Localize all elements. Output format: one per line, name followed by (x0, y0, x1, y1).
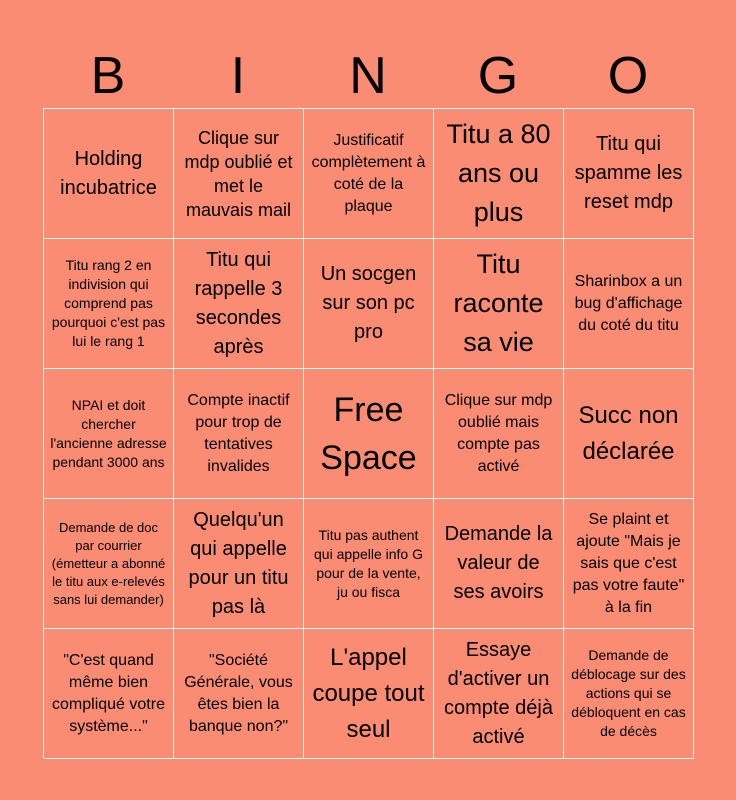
bingo-cell[interactable]: Demande de doc par courrier (émetteur a abonné le titu aux e-relevés sans lui demander) (44, 499, 174, 629)
bingo-cell[interactable]: Titu pas authent qui appelle info G pour de la vente, ju ou fisca (304, 499, 434, 629)
bingo-cell[interactable]: Titu qui rappelle 3 secondes après (174, 239, 304, 369)
bingo-cell[interactable]: Se plaint et ajoute "Mais je sais que c'est pas votre faute" à la fin (564, 499, 694, 629)
bingo-cell[interactable]: Essaye d'activer un compte déjà activé (434, 629, 564, 759)
bingo-cell[interactable]: NPAI et doit chercher l'ancienne adresse pendant 3000 ans (44, 369, 174, 499)
bingo-cell[interactable]: Titu qui spamme les reset mdp (564, 109, 694, 239)
bingo-cell[interactable]: Clique sur mdp oublié et met le mauvais mail (174, 109, 304, 239)
bingo-cell[interactable]: Justificatif complètement à coté de la plaque (304, 109, 434, 239)
bingo-cell[interactable]: Un socgen sur son pc pro (304, 239, 434, 369)
bingo-cell[interactable]: "C'est quand même bien compliqué votre système..." (44, 629, 174, 759)
bingo-cell[interactable]: Titu a 80 ans ou plus (434, 109, 564, 239)
bingo-cell[interactable]: Clique sur mdp oublié mais compte pas activé (434, 369, 564, 499)
header-letter-b: B (90, 47, 126, 105)
bingo-cell[interactable]: Compte inactif pour trop de tentatives invalides (174, 369, 304, 499)
header-letter-i: I (230, 47, 246, 105)
bingo-cell[interactable]: Demande de déblocage sur des actions qui se débloquent en cas de décès (564, 629, 694, 759)
bingo-cell[interactable]: Demande la valeur de ses avoirs (434, 499, 564, 629)
bingo-cell[interactable]: L'appel coupe tout seul (304, 629, 434, 759)
bingo-cell[interactable]: Titu raconte sa vie (434, 239, 564, 369)
bingo-cell[interactable]: Sharinbox a un bug d'affichage du coté du titu (564, 239, 694, 369)
bingo-cell[interactable]: Succ non déclarée (564, 369, 694, 499)
bingo-cell[interactable]: Quelqu'un qui appelle pour un titu pas là (174, 499, 304, 629)
bingo-cell[interactable]: Holding incubatrice (44, 109, 174, 239)
bingo-grid (43, 108, 693, 758)
bingo-cell-free-space[interactable]: Free Space (304, 369, 434, 499)
bingo-cell[interactable]: Titu rang 2 en indivision qui comprend pas pourquoi c'est pas lui le rang 1 (44, 239, 174, 369)
header-letter-n: N (349, 47, 387, 105)
bingo-cell[interactable]: "Société Générale, vous êtes bien la banque non?" (174, 629, 304, 759)
header-letter-o: O (607, 47, 649, 105)
header-letter-g: G (477, 47, 519, 105)
bingo-header (43, 44, 693, 108)
